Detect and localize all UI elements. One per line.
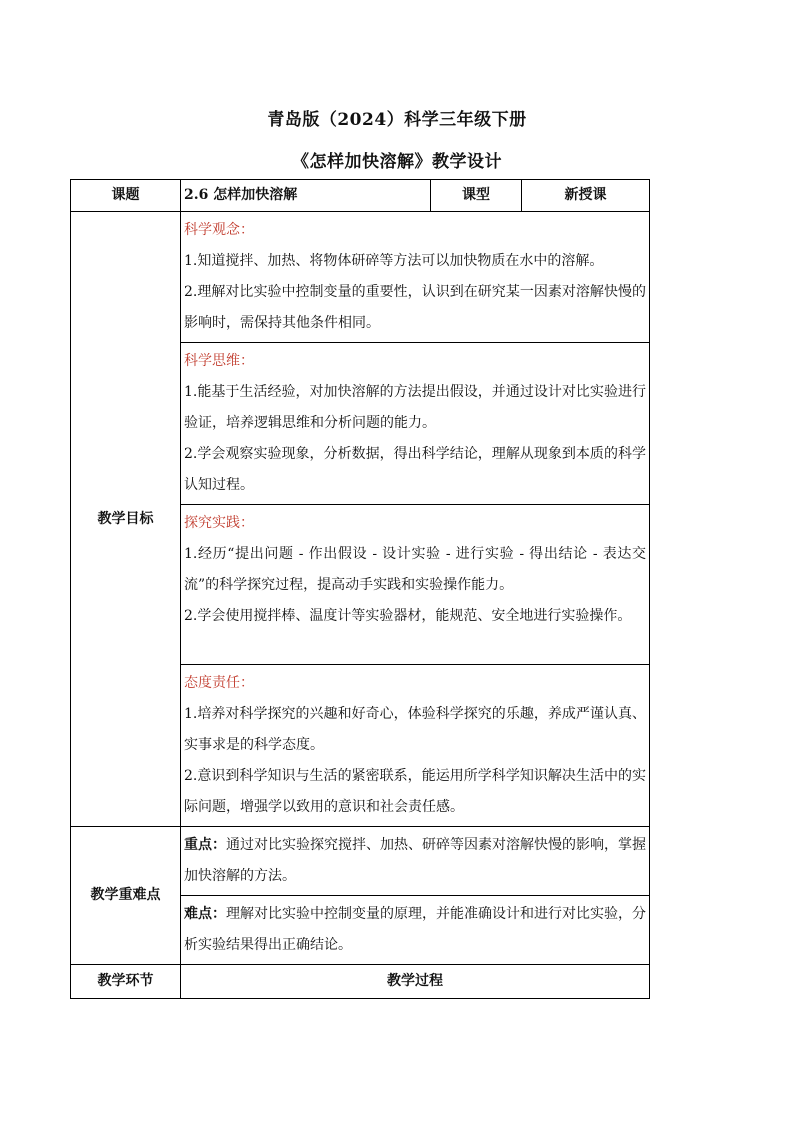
focus-label: 重点： (184, 837, 226, 853)
lesson-plan-table (70, 179, 650, 999)
objective-section (181, 665, 650, 827)
section-title: 探究实践： (184, 515, 254, 531)
objective-item: 2.学会使用搅拌棒、温度计等实验器材，能规范、安全地进行实验操作。 (184, 608, 632, 624)
document-subtitle: 《怎样加快溶解》教学设计 (292, 152, 502, 172)
type-label: 课型 (431, 180, 522, 212)
difficulty-cell (181, 896, 650, 965)
lesson-label: 课题 (71, 180, 181, 212)
objective-item: 1.培养对科学探究的兴趣和好奇心，体验科学探究的乐趣，养成严谨认真、实事求是的科学态度。 (184, 706, 646, 753)
section-title: 科学观念： (184, 222, 254, 238)
objective-item: 2.意识到科学知识与生活的紧密联系，能运用所学科学知识解决生活中的实际问题，增强学以致用的意识和社会责任感。 (184, 768, 646, 815)
objective-item: 2.学会观察实验现象，分析数据，得出科学结论，理解从现象到本质的科学认知过程。 (184, 446, 646, 493)
objective-section (181, 343, 650, 505)
focus-cell (181, 827, 650, 896)
objective-item: 1.经历“提出问题 - 作出假设 - 设计实验 - 进行实验 - 得出结论 - 表达交流”的科学探究过程，提高动手实践和实验操作能力。 (184, 546, 646, 593)
objective-item: 1.知道搅拌、加热、将物体研碎等方法可以加快物质在水中的溶解。 (184, 253, 604, 269)
focus-text: 通过对比实验探究搅拌、加热、研碎等因素对溶解快慢的影响，掌握加快溶解的方法。 (184, 837, 646, 884)
objective-item: 2.理解对比实验中控制变量的重要性，认识到在研究某一因素对溶解快慢的影响时，需保持其他条件相同。 (184, 284, 646, 331)
key-points-label: 教学重难点 (71, 827, 181, 965)
header-row (71, 180, 650, 212)
section-title: 科学思维： (184, 353, 254, 369)
objective-item: 1.能基于生活经验，对加快溶解的方法提出假设，并通过设计对比实验进行验证，培养逻辑思维和分析问题的能力。 (184, 384, 646, 431)
document-title: 青岛版（2024）科学三年级下册 (267, 110, 527, 130)
objective-row-concept (71, 212, 650, 343)
section-title: 态度责任： (184, 675, 254, 691)
objectives-label: 教学目标 (71, 212, 181, 827)
objective-section (181, 212, 650, 343)
type-value: 新授课 (522, 180, 650, 212)
process-label: 教学过程 (181, 965, 650, 999)
key-point-row-focus (71, 827, 650, 896)
objective-section (181, 505, 650, 665)
lesson-value: 2.6 怎样加快溶解 (181, 180, 431, 212)
stage-label: 教学环节 (71, 965, 181, 999)
difficulty-label: 难点： (184, 906, 226, 922)
process-header-row (71, 965, 650, 999)
difficulty-text: 理解对比实验中控制变量的原理，并能准确设计和进行对比实验，分析实验结果得出正确结论。 (184, 906, 646, 953)
